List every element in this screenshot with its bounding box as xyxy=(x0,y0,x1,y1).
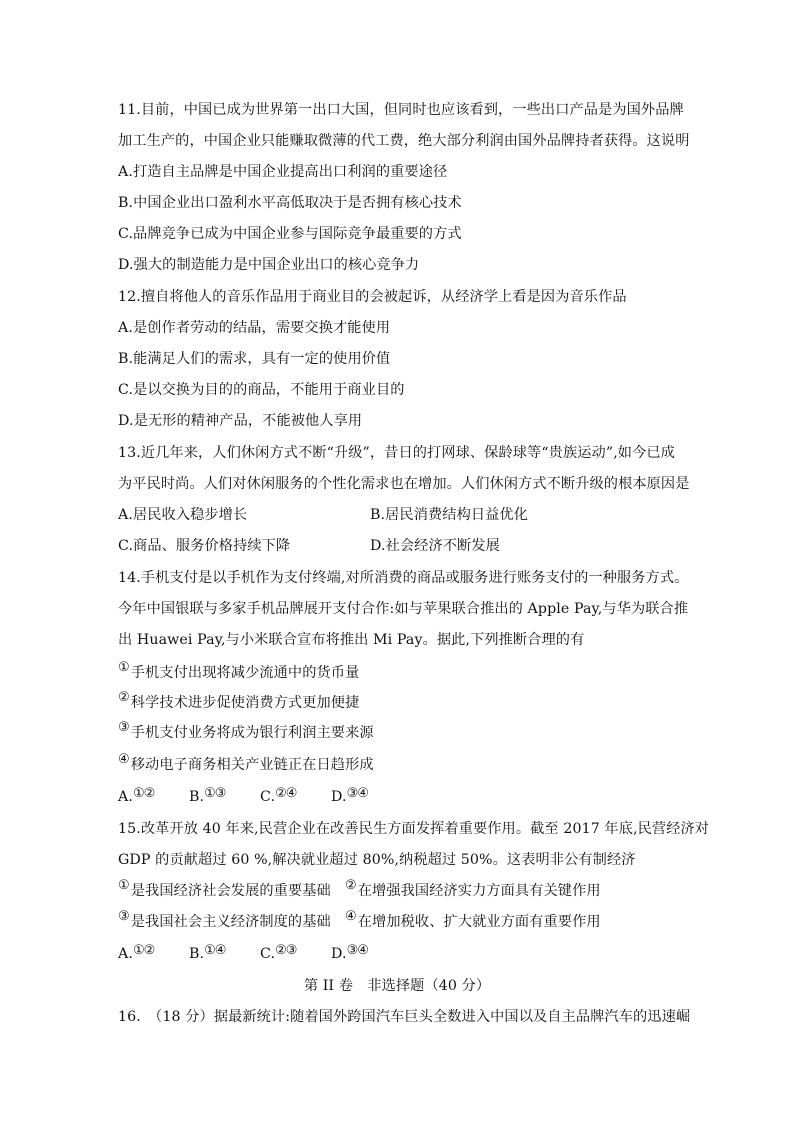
q14-stem-line3: 出 Huawei Pay,与小米联合宣布将推出 Mi Pay。据此,下列推断合理的有 xyxy=(118,632,585,648)
q12-stem: 12.擅自将他人的音乐作品用于商业目的会被起诉，从经济学上看是因为音乐作品 xyxy=(118,289,627,305)
q15-choice-d-value: ③④ xyxy=(346,943,368,958)
q14-choice-a xyxy=(118,787,189,808)
q15-stem-line2: GDP 的贡献超过 60 %,解决就业超过 80%,纳税超过 50%。这表明非公有制经济 xyxy=(118,852,636,868)
q15-choice-b-label: B. xyxy=(189,946,205,962)
section-2-heading: 第 II 卷 非选择题（40 分） xyxy=(303,978,491,994)
q15-stem-line1: 15.改革开放 40 年来,民营企业在改善民生方面发挥着重要作用。截至 2017 年底,民营经济对 xyxy=(118,821,710,837)
q14-choice-b-value: ①③ xyxy=(204,786,226,801)
q14-statement-1 xyxy=(118,660,360,684)
q12-option-c: C.是以交换为目的的商品，不能用于商业目的 xyxy=(118,382,405,398)
q15-choice-b xyxy=(189,944,260,965)
q14-statement-2-number: ② xyxy=(118,690,130,705)
q15-statement-4 xyxy=(345,909,601,933)
q15-choice-d xyxy=(331,944,368,965)
q14-statement-2-text: 科学技术进步促使消费方式更加便捷 xyxy=(130,695,360,711)
q11-option-c: C.品牌竞争已成为中国企业参与国际竞争最重要的方式 xyxy=(118,226,462,242)
q15-answer-choices xyxy=(118,944,368,965)
q14-statement-1-text: 手机支付出现将减少流通中的货币量 xyxy=(130,665,360,681)
q15-choice-a-label: A. xyxy=(118,946,133,962)
q13-option-a: A.居民收入稳步增长 xyxy=(118,507,248,523)
q14-choice-c-label: C. xyxy=(260,789,276,805)
q12-option-b: B.能满足人们的需求，具有一定的使用价值 xyxy=(118,351,391,367)
q15-statement-1 xyxy=(118,878,331,902)
q15-statement-1-text: 是我国经济社会发展的重要基础 xyxy=(130,883,331,899)
q14-choice-a-value: ①② xyxy=(132,786,155,801)
q15-statement-2 xyxy=(345,878,601,902)
q14-choice-d xyxy=(331,787,368,808)
q16-stem: 16. （18 分）据最新统计:随着国外跨国汽车巨头全数进入中国以及自主品牌汽车的迅速崛 xyxy=(118,1009,691,1025)
q14-answer-choices xyxy=(118,787,368,808)
q13-stem-line1: 13.近几年来，人们休闲方式不断“升级”，昔日的打网球、保龄球等“贵族运动”,如今已成 xyxy=(118,445,675,461)
q15-statement-3-number: ③ xyxy=(118,909,130,924)
q14-stem-line2: 今年中国银联与多家手机品牌展开支付合作:如与苹果联合推出的 Apple Pay,与华为联合推 xyxy=(118,601,689,617)
q14-choice-d-value: ③④ xyxy=(346,786,368,801)
q15-choice-c-label: C. xyxy=(260,946,276,962)
q14-statement-3-number: ③ xyxy=(118,720,130,735)
q14-statement-4-text: 移动电子商务相关产业链正在日趋形成 xyxy=(130,757,374,773)
q13-stem-line2: 为平民时尚。人们对休闲服务的个性化需求也在增加。人们休闲方式不断升级的根本原因是 xyxy=(118,476,690,492)
q14-statement-3 xyxy=(118,720,374,744)
q15-statement-2-text: 在增强我国经济实力方面具有关键作用 xyxy=(357,883,601,899)
q14-statement-3-text: 手机支付业务将成为银行利润主要来源 xyxy=(130,725,374,741)
q15-choice-a xyxy=(118,944,189,965)
q15-choice-c xyxy=(260,944,331,965)
q11-option-b: B.中国企业出口盈利水平高低取决于是否拥有核心技术 xyxy=(118,195,462,211)
q15-choice-d-label: D. xyxy=(331,946,347,962)
q11-option-a: A.打造自主品牌是中国企业提高出口利润的重要途径 xyxy=(118,164,448,180)
q15-choice-a-value: ①② xyxy=(132,943,155,958)
q11-stem-line2: 加工生产的，中国企业只能赚取微薄的代工费，绝大部分利润由国外品牌持者获得。这说明 xyxy=(118,133,690,149)
q11-option-d: D.强大的制造能力是中国企业出口的核心竞争力 xyxy=(118,257,420,273)
q12-option-d: D.是无形的精神产品，不能被他人享用 xyxy=(118,413,363,429)
q14-choice-d-label: D. xyxy=(331,789,347,805)
q15-statement-3-text: 是我国社会主义经济制度的基础 xyxy=(130,914,331,930)
q14-choice-c-value: ②④ xyxy=(275,786,297,801)
q13-option-c: C.商品、服务价格持续下降 xyxy=(118,538,291,554)
q15-statement-4-number: ④ xyxy=(345,909,357,924)
q14-stem-line1: 14.手机支付是以手机作为支付终端,对所消费的商品或服务进行账务支付的一种服务方式。 xyxy=(118,570,689,586)
q15-choice-c-value: ②③ xyxy=(275,943,297,958)
q15-statement-4-text: 在增加税收、扩大就业方面有重要作用 xyxy=(357,914,601,930)
q13-option-b: B.居民消费结构日益优化 xyxy=(370,507,529,523)
q15-choice-b-value: ①④ xyxy=(204,943,226,958)
q11-stem-line1: 11.目前，中国已成为世界第一出口大国，但同时也应该看到，一些出口产品是为国外品牌 xyxy=(118,102,684,118)
q14-statement-1-number: ① xyxy=(118,660,130,675)
q14-statement-4-number: ④ xyxy=(118,752,130,767)
q13-option-d: D.社会经济不断发展 xyxy=(370,538,500,554)
q14-statement-2 xyxy=(118,690,360,714)
q14-choice-c xyxy=(260,787,331,808)
q15-statement-2-number: ② xyxy=(345,878,357,893)
q14-choice-a-label: A. xyxy=(118,789,133,805)
q15-statement-3 xyxy=(118,909,331,933)
q14-statement-4 xyxy=(118,752,374,776)
q15-statement-1-number: ① xyxy=(118,878,130,893)
q12-option-a: A.是创作者劳动的结晶，需要交换才能使用 xyxy=(118,320,391,336)
q14-choice-b-label: B. xyxy=(189,789,205,805)
q14-choice-b xyxy=(189,787,260,808)
